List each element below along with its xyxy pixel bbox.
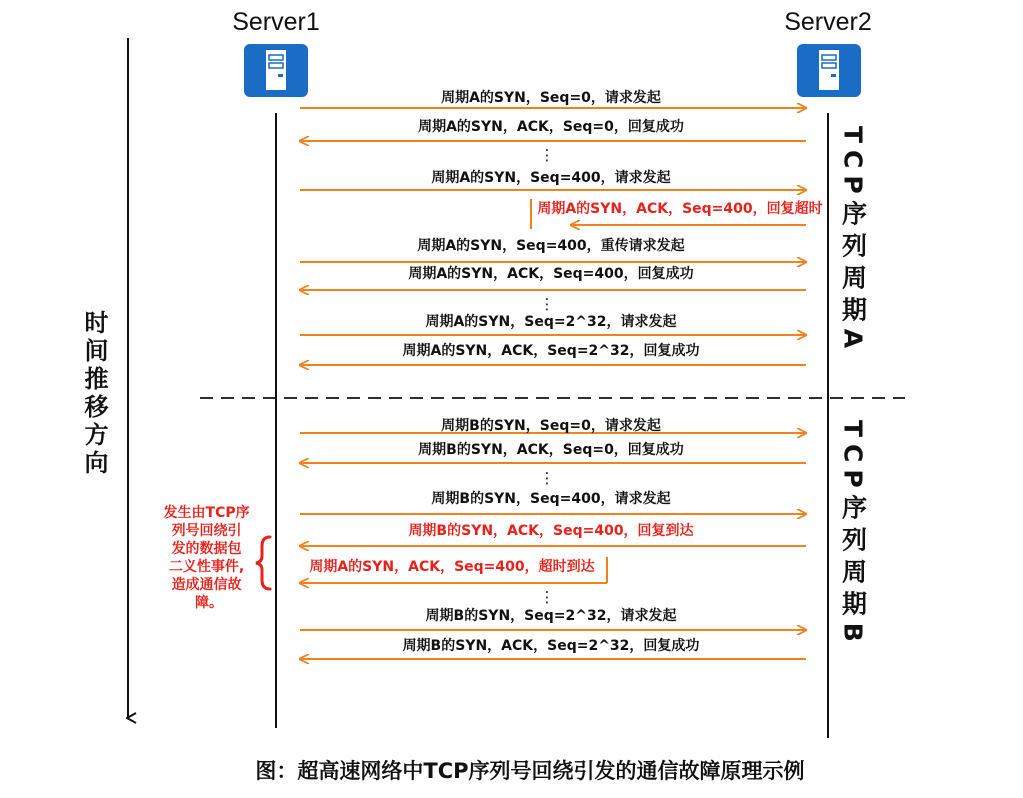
annotation-line-6: 障。: [195, 595, 223, 611]
cycle_b-message-4-label: 周期B的SYN，Seq=400，请求发起: [431, 491, 671, 507]
cycle_a-message-8-ellipsis: ⋮: [539, 295, 555, 313]
cycle_b-message-3-ellipsis: ⋮: [539, 469, 555, 487]
cycle_b-message-5-label: 周期B的SYN，ACK，Seq=400，回复到达: [408, 523, 694, 539]
cycle_b-message-2-label: 周期B的SYN，ACK，Seq=0，回复成功: [418, 442, 684, 458]
server2-icon: [797, 44, 861, 97]
cycle-b-label: TCP序列周期B: [838, 420, 868, 649]
server1-name: Server1: [232, 8, 320, 36]
cycle_b-message-1-label: 周期B的SYN，Seq=0，请求发起: [441, 418, 661, 434]
time-axis-label: 时间推移方向: [80, 310, 108, 478]
server2-name: Server2: [784, 8, 872, 36]
annotation-line-5: 造成通信故: [171, 577, 242, 593]
annotation-line-2: 列号回绕引: [171, 523, 242, 539]
cycle_a-message-2-label: 周期A的SYN，ACK，Seq=0，回复成功: [418, 119, 684, 135]
cycle_a-message-9-label: 周期A的SYN，Seq=2^32，请求发起: [425, 314, 677, 330]
figure-caption: 图：超高速网络中TCP序列号回绕引发的通信故障原理示例: [255, 759, 805, 783]
message-list: [300, 89, 823, 659]
svg-text:发生由TCP序 列号回绕引 发的数据: [163, 504, 255, 611]
cycle_b-message-6-label: 周期A的SYN，ACK，Seq=400，超时到达: [309, 559, 595, 575]
cycle_a-message-1-label: 周期A的SYN，Seq=0，请求发起: [441, 90, 661, 106]
cycle_b-message-8-label: 周期B的SYN，Seq=2^32，请求发起: [425, 608, 677, 624]
server1-icon: [244, 44, 308, 97]
annotation-line-3: 发的数据包: [171, 541, 242, 557]
cycle_a-message-10-label: 周期A的SYN，ACK，Seq=2^32，回复成功: [402, 343, 700, 359]
annotation-line-1: 发生由TCP序: [163, 505, 250, 521]
annotation-line-4: 二义性事件,: [168, 559, 245, 575]
cycle_b-message-7-ellipsis: ⋮: [539, 588, 555, 606]
cycle-a-label: TCP序列周期A: [838, 126, 868, 356]
annotation-brace: [256, 537, 270, 589]
cycle_a-message-5-label: 周期A的SYN，ACK，Seq=400，回复超时: [537, 201, 823, 217]
cycle_a-message-7-label: 周期A的SYN，ACK，Seq=400，回复成功: [408, 266, 694, 282]
cycle_b-message-9-label: 周期B的SYN，ACK，Seq=2^32，回复成功: [402, 638, 700, 654]
cycle_a-message-3-ellipsis: ⋮: [539, 146, 555, 164]
wraparound-annotation: [163, 504, 270, 611]
cycle_a-message-6-label: 周期A的SYN，Seq=400，重传请求发起: [417, 238, 685, 254]
cycle_a-message-4-label: 周期A的SYN，Seq=400，请求发起: [431, 170, 671, 186]
